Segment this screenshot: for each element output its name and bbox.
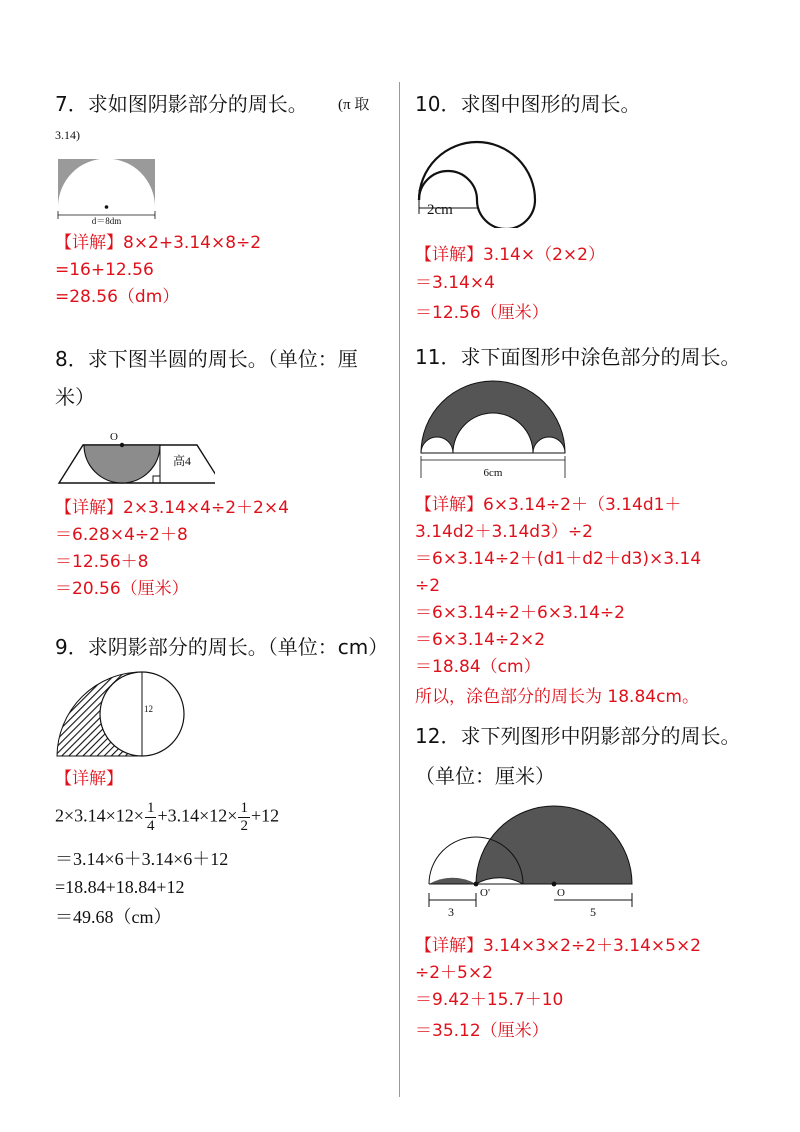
q10-title: 10．求图中图形的周长。 [415, 92, 641, 116]
q10-detail-tag: 【详解】 [415, 245, 483, 265]
q9-fraction-2: $\frac{1}{2}$ [240, 800, 248, 834]
q10-answer-line-1: 【详解】3.14×（2×2） [415, 245, 605, 265]
q8-answer-line-2: ＝6.28×4÷2＋8 [55, 525, 188, 545]
column-divider [399, 82, 400, 1097]
q12-title-line-1: 12．求下列图形中阴影部分的周长。 [415, 724, 741, 748]
q12-answer-line-3: ＝9.42＋15.7＋10 [415, 990, 564, 1010]
q10-upper-small-arc [419, 171, 477, 200]
q8-center-dot [120, 443, 124, 447]
q9-formula: 2×3.14×12× $\frac{1}{4}$ +3.14×12× $\frac{1}{2}$ +12 [55, 800, 280, 834]
q9-title: 9．求阴影部分的周长。（单位：cm） [55, 635, 389, 659]
q10-figure [415, 130, 545, 228]
q9-detail-tag: 【详解】 [55, 769, 123, 789]
q11-answer-line-2: 3.14d2＋3.14d3）÷2 [415, 522, 593, 542]
q9-diameter-label: 12 [144, 704, 153, 714]
q12-length-5: 5 [590, 905, 596, 919]
q7-answer-line-3: =28.56（dm） [55, 287, 180, 307]
q7-answer-line-1 [55, 230, 261, 256]
q12-label-o-prime: O' [480, 887, 490, 899]
q11-title: 11．求下面图形中涂色部分的周长。 [415, 345, 741, 369]
q10-answer-line-2: ＝3.14×4 [415, 273, 495, 293]
q8-detail-tag: 【详解】 [55, 498, 123, 518]
q8-answer-line-3: ＝12.56＋8 [55, 552, 149, 572]
q9-figure [55, 670, 190, 762]
q11-figure [415, 378, 570, 488]
q12-center-o-prime [474, 882, 479, 887]
q7-answer-text: 8×2+3.14×8÷2 [123, 233, 262, 253]
q12-label-o: O [557, 887, 565, 899]
q8-answer-line-1: 【详解】2×3.14×4÷2＋2×4 [55, 498, 289, 518]
q12-answer-line-1: 【详解】3.14×3×2÷2＋3.14×5×2 [415, 936, 702, 956]
q8-height-label: 高4 [173, 454, 192, 468]
q10-large-arc [419, 142, 535, 200]
q12-detail-tag: 【详解】 [415, 936, 483, 956]
q9-answer-line-4: ＝49.68（cm） [55, 907, 172, 927]
q12-center-o [552, 882, 557, 887]
q8-title-line-1: 8．求下图半圆的周长。（单位：厘 [55, 347, 358, 371]
q7-figure [55, 155, 160, 227]
q12-large-semicircle [476, 806, 632, 884]
q11-conclusion: 所以，涂色部分的周长为 18.84cm。 [415, 687, 699, 707]
q11-answer-line-7: ＝18.84（cm） [415, 657, 541, 677]
q11-answer-line-5: ＝6×3.14÷2＋6×3.14÷2 [415, 603, 625, 623]
q11-answer-line-1: 【详解】6×3.14÷2＋（3.14d1＋ [415, 495, 682, 515]
q7-diameter-label: d＝8dm [91, 216, 122, 226]
q8-figure [55, 425, 215, 490]
q9-answer-line-2: ＝3.14×6＋3.14×6＋12 [55, 849, 229, 869]
q12-answer-line-4: ＝35.12（厘米） [415, 1021, 549, 1041]
q7-pi-value: 3.14) [55, 128, 80, 142]
q7-pi-note: (π 取 [338, 97, 370, 113]
q7-center-dot [105, 205, 109, 209]
q11-answer-line-4: ÷2 [415, 576, 441, 596]
q12-answer-line-2: ÷2＋5×2 [415, 963, 493, 983]
q9-fraction-1: $\frac{1}{4}$ [146, 800, 155, 834]
q7-answer-line-2: =16+12.56 [55, 260, 154, 280]
q11-answer-line-3: ＝6×3.14÷2＋(d1＋d2＋d3)×3.14 [415, 549, 702, 569]
q12-figure [420, 800, 640, 922]
q8-title-line-2: 米） [55, 385, 95, 409]
q12-length-3: 3 [448, 905, 454, 919]
q12-title-line-2: （单位：厘米） [415, 764, 555, 788]
q8-answer-line-4: ＝20.56（厘米） [55, 579, 189, 599]
q8-semicircle [84, 445, 160, 483]
q11-detail-tag: 【详解】 [415, 495, 483, 515]
q11-answer-line-6: ＝6×3.14÷2×2 [415, 630, 546, 650]
q11-length-label: 6cm [483, 467, 503, 479]
q7-detail-tag: 【详解】 [55, 233, 123, 253]
q10-answer-line-3: ＝12.56（厘米） [415, 303, 549, 323]
q7-title: 7．求如图阴影部分的周长。 [55, 92, 308, 116]
q9-answer-line-3: =18.84+18.84+12 [55, 877, 185, 897]
q8-center-label: O [110, 431, 118, 443]
q10-length-label: 2cm [427, 202, 453, 218]
q10-lower-small-arc [477, 200, 535, 228]
